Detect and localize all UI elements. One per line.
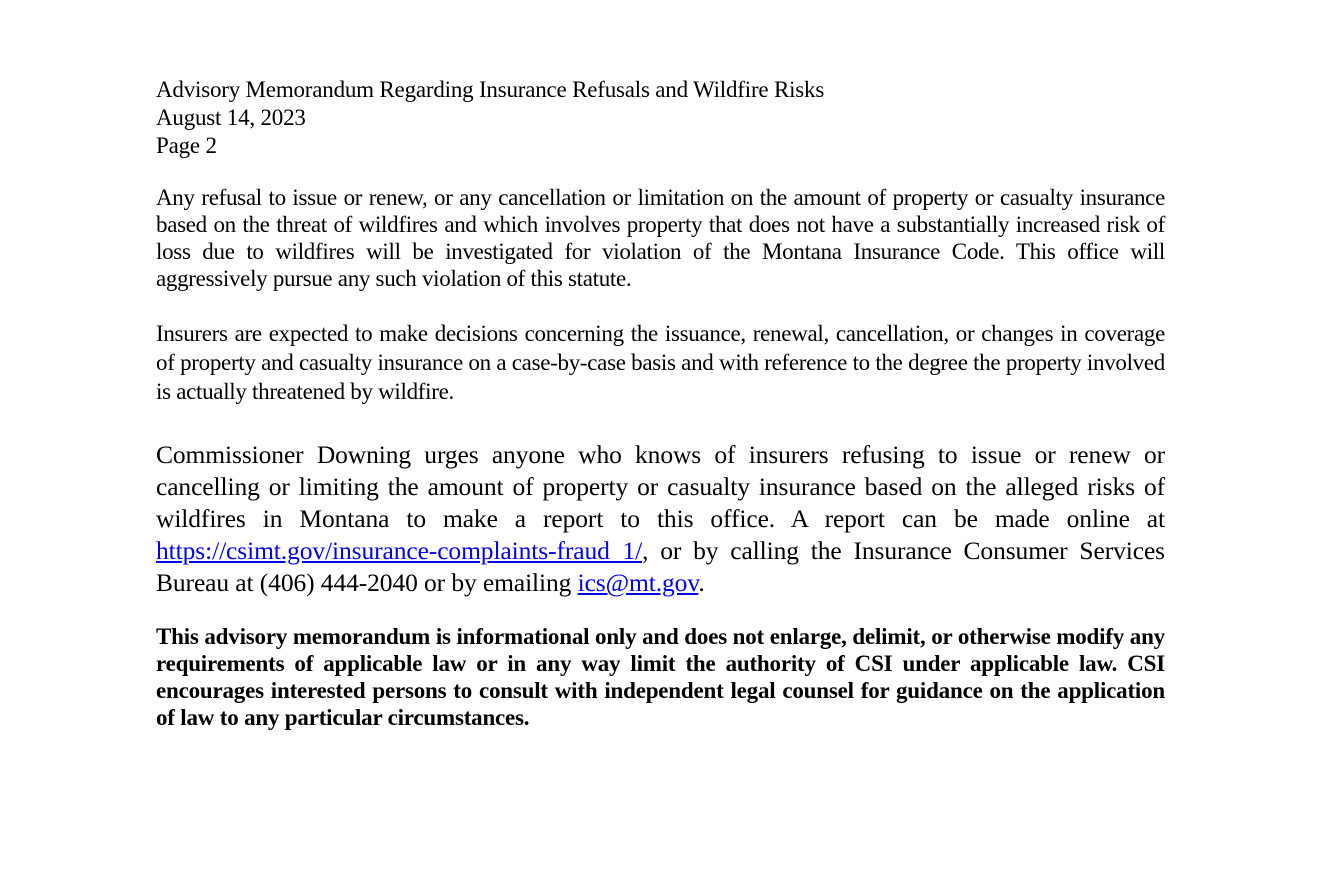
memo-date: August 14, 2023 xyxy=(156,105,306,130)
report-text-part-1: Commissioner Downing urges anyone who knows of insurers refusing to issue or renew or cancelling or limiting the amount of property or casualty insurance based on the alleged risks of wildfires in Montana to make a report to this office. A report can be made online at xyxy=(156,440,1165,533)
paragraph-refusal-investigation: Any refusal to issue or renew, or any cancellation or limitation on the amount of property or casualty insurance based on the threat of wildfires and which involves property that does not have a substantially increased risk of loss due to wildfires will be investigated for violation of the Montana Insurance Code. This office will aggressively pursue any such violation of this statute. xyxy=(156,185,1165,291)
report-text-part-2: , or by calling the Insurance Consumer Services Bureau at (406) 444-2040 or by emailing xyxy=(156,536,1165,597)
memo-title: Advisory Memorandum Regarding Insurance Refusals and Wildfire Risks xyxy=(156,77,825,102)
email-link[interactable]: ics@mt.gov xyxy=(577,568,699,597)
document-page xyxy=(156,76,1165,731)
report-text-part-3: . xyxy=(698,568,705,597)
paragraph-insurer-expectations: Insurers are expected to make decisions concerning the issuance, renewal, cancellation, or changes in coverage of property and casualty insurance on a case-by-case basis and with reference to the degree the property involved is actually threatened by wildfire. xyxy=(156,321,1165,404)
page-number: Page 2 xyxy=(156,133,217,158)
document-header xyxy=(156,76,1165,160)
paragraph-report-instructions xyxy=(156,439,1165,599)
complaints-url-link[interactable]: https://csimt.gov/insurance-complaints-fraud_1/ xyxy=(156,536,643,565)
paragraph-disclaimer: This advisory memorandum is informational only and does not enlarge, delimit, or otherwise modify any requirements of applicable law or in any way limit the authority of CSI under applicable law. CSI encourages interested persons to consult with independent legal counsel for guidance on the application of law to any particular circumstances. xyxy=(156,624,1165,730)
